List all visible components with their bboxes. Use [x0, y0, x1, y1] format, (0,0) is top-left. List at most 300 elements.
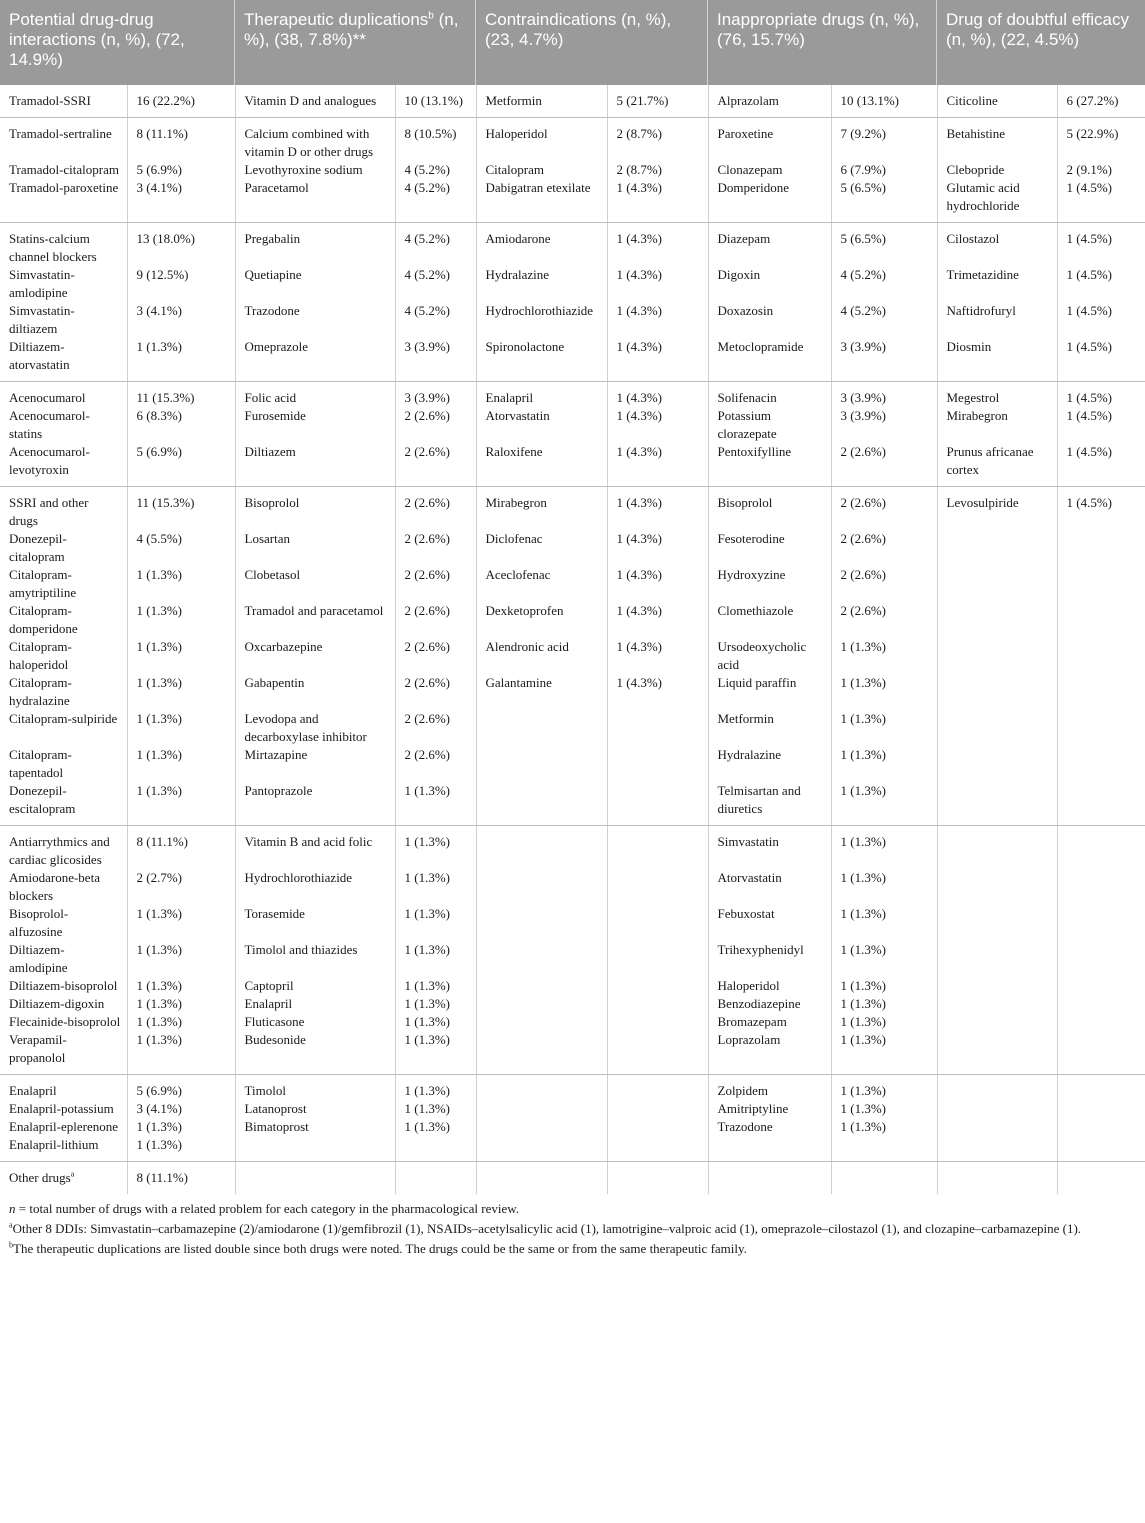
ddi-pair: Enalapril-lithium [9, 1137, 99, 1152]
contraindication-count-cell [607, 826, 708, 870]
contraindication-drug: Enalapril [485, 390, 534, 405]
table-row [0, 179, 1145, 223]
contraindication-drug-cell [476, 1118, 607, 1136]
ddi-count-cell [127, 407, 235, 443]
doubtful-count-cell [1057, 179, 1145, 223]
table-row [0, 302, 1145, 338]
footnote-b-text: The therapeutic duplications are listed double since both drugs were noted. The drugs could be the same or from the same therapeutic family. [13, 1241, 747, 1256]
doubtful-count-cell [1057, 674, 1145, 710]
inappropriate-drug: Domperidone [717, 180, 789, 195]
doubtful-drug: Megestrol [946, 390, 1000, 405]
footnotes [0, 1194, 1145, 1258]
duplication-count: 2 (2.6%) [404, 747, 450, 762]
ddi-count-cell [127, 118, 235, 162]
ddi-pair-cell [0, 941, 127, 977]
ddi-pair: Tramadol-SSRI [9, 93, 91, 108]
ddi-count: 16 (22.2%) [136, 93, 195, 108]
duplication-count-cell [395, 266, 476, 302]
contraindication-drug-cell [476, 869, 607, 905]
ddi-pair: Donezepil-citalopram [9, 531, 67, 564]
duplication-count-cell [395, 179, 476, 223]
duplication-count: 1 (1.3%) [404, 870, 450, 885]
duplication-drug: Fluticasone [244, 1014, 305, 1029]
duplication-count: 2 (2.6%) [404, 408, 450, 423]
duplication-drug: Enalapril [244, 996, 293, 1011]
inappropriate-count-cell [831, 302, 937, 338]
duplication-count: 1 (1.3%) [404, 1101, 450, 1116]
inappropriate-count-cell [831, 1100, 937, 1118]
ddi-pair: Tramadol-citalopram [9, 162, 119, 177]
inappropriate-count-cell [831, 266, 937, 302]
table-row [0, 1100, 1145, 1118]
inappropriate-drug: Febuxostat [717, 906, 775, 921]
contraindication-count-cell [607, 407, 708, 443]
contraindication-count-cell [607, 118, 708, 162]
duplication-count: 4 (5.2%) [404, 303, 450, 318]
ddi-pair: Acenocumarol-statins [9, 408, 90, 441]
contraindication-count-cell [607, 1075, 708, 1101]
table-row [0, 782, 1145, 826]
inappropriate-count-cell [831, 443, 937, 487]
duplication-count-cell [395, 746, 476, 782]
duplication-drug-cell [235, 223, 395, 267]
duplication-drug: Vitamin B and acid folic [244, 834, 373, 849]
inappropriate-count: 10 (13.1%) [840, 93, 899, 108]
ddi-pair-cell [0, 530, 127, 566]
duplication-count-cell [395, 1162, 476, 1195]
doubtful-count-cell [1057, 1013, 1145, 1031]
contraindication-drug-cell [476, 179, 607, 223]
duplication-count: 1 (1.3%) [404, 996, 450, 1011]
ddi-pair: Diltiazem-digoxin [9, 996, 105, 1011]
doubtful-count-cell [1057, 977, 1145, 995]
contraindication-drug-cell [476, 1100, 607, 1118]
ddi-count-cell [127, 1031, 235, 1075]
inappropriate-drug-cell [708, 1118, 831, 1136]
doubtful-drug-cell [937, 782, 1057, 826]
doubtful-drug: Trimetazidine [946, 267, 1019, 282]
duplication-count: 2 (2.6%) [404, 603, 450, 618]
other-drugs-sup: a [70, 1169, 75, 1179]
duplication-drug-cell [235, 1136, 395, 1162]
duplication-count: 3 (3.9%) [404, 390, 450, 405]
table-row [0, 995, 1145, 1013]
ddi-pair: Citalopram-hydralazine [9, 675, 72, 708]
duplication-drug: Gabapentin [244, 675, 305, 690]
ddi-count-cell [127, 1136, 235, 1162]
inappropriate-drug-cell [708, 566, 831, 602]
doubtful-count: 1 (4.5%) [1066, 303, 1112, 318]
ddi-count: 1 (1.3%) [136, 1137, 182, 1152]
inappropriate-drug-cell [708, 487, 831, 531]
duplication-drug-cell [235, 407, 395, 443]
contraindication-drug-cell [476, 674, 607, 710]
doubtful-drug-cell [937, 905, 1057, 941]
ddi-pair-cell [0, 223, 127, 267]
inappropriate-count-cell [831, 782, 937, 826]
inappropriate-drug: Doxazosin [717, 303, 774, 318]
contraindication-count-cell [607, 710, 708, 746]
doubtful-drug-cell [937, 710, 1057, 746]
ddi-count: 8 (11.1%) [136, 126, 189, 141]
ddi-pair-cell [0, 674, 127, 710]
ddi-count: 3 (4.1%) [136, 1101, 182, 1116]
header-sup: b [428, 10, 434, 22]
inappropriate-drug-cell [708, 266, 831, 302]
duplication-count: 10 (13.1%) [404, 93, 463, 108]
inappropriate-count: 4 (5.2%) [840, 267, 886, 282]
inappropriate-drug-cell [708, 1013, 831, 1031]
inappropriate-count: 3 (3.9%) [840, 408, 886, 423]
inappropriate-drug: Potassium clorazepate [717, 408, 777, 441]
contraindication-count: 1 (4.3%) [616, 603, 662, 618]
ddi-pair: Diltiazem-amlodipine [9, 942, 68, 975]
doubtful-count-cell [1057, 338, 1145, 382]
doubtful-count-cell [1057, 223, 1145, 267]
contraindication-count-cell [607, 602, 708, 638]
duplication-drug-cell [235, 674, 395, 710]
inappropriate-drug-cell [708, 941, 831, 977]
ddi-pair: Diltiazem-bisoprolol [9, 978, 118, 993]
ddi-count: 9 (12.5%) [136, 267, 189, 282]
ddi-count-cell [127, 85, 235, 118]
ddi-pair-cell [0, 407, 127, 443]
ddi-pair-cell [0, 179, 127, 223]
contraindication-drug: Dabigatran etexilate [485, 180, 591, 195]
ddi-count-cell [127, 941, 235, 977]
ddi-pair: Other drugs [9, 1170, 71, 1185]
contraindication-count: 1 (4.3%) [616, 567, 662, 582]
inappropriate-count: 7 (9.2%) [840, 126, 886, 141]
ddi-count: 1 (1.3%) [136, 942, 182, 957]
footnote-b [9, 1240, 1136, 1258]
duplication-count-cell [395, 869, 476, 905]
inappropriate-count-cell [831, 941, 937, 977]
table-row [0, 266, 1145, 302]
ddi-count: 11 (15.3%) [136, 390, 195, 405]
ddi-pair: Enalapril-potassium [9, 1101, 114, 1116]
doubtful-count-cell [1057, 746, 1145, 782]
ddi-pair-cell [0, 85, 127, 118]
duplication-drug-cell [235, 941, 395, 977]
duplication-count-cell [395, 782, 476, 826]
inappropriate-count: 3 (3.9%) [840, 339, 886, 354]
table-row [0, 638, 1145, 674]
duplication-count-cell [395, 530, 476, 566]
duplication-drug: Bisoprolol [244, 495, 300, 510]
inappropriate-count-cell [831, 746, 937, 782]
contraindication-drug-cell [476, 85, 607, 118]
contraindication-count-cell [607, 977, 708, 995]
ddi-pair: Tramadol-sertraline [9, 126, 112, 141]
duplication-count-cell [395, 674, 476, 710]
ddi-count-cell [127, 869, 235, 905]
doubtful-count-cell [1057, 869, 1145, 905]
inappropriate-count-cell [831, 382, 937, 408]
duplication-drug: Diltiazem [244, 444, 296, 459]
duplication-count: 2 (2.6%) [404, 444, 450, 459]
table-row [0, 905, 1145, 941]
inappropriate-count-cell [831, 638, 937, 674]
duplication-count: 4 (5.2%) [404, 231, 450, 246]
ddi-pair: Enalapril [9, 1083, 57, 1098]
inappropriate-drug-cell [708, 746, 831, 782]
contraindication-count: 2 (8.7%) [616, 126, 662, 141]
inappropriate-count: 1 (1.3%) [840, 1083, 886, 1098]
inappropriate-drug: Metformin [717, 711, 774, 726]
doubtful-drug-cell [937, 1162, 1057, 1195]
doubtful-drug: Diosmin [946, 339, 992, 354]
ddi-pair-cell [0, 1100, 127, 1118]
inappropriate-count-cell [831, 995, 937, 1013]
duplication-drug: Paracetamol [244, 180, 309, 195]
inappropriate-drug: Diazepam [717, 231, 771, 246]
ddi-pair-cell [0, 1136, 127, 1162]
duplication-drug-cell [235, 977, 395, 995]
header-ddi [0, 0, 235, 85]
ddi-pair: Acenocumarol-levotyroxin [9, 444, 90, 477]
header-duplications-counts: (n, %), (38, 7.8%)** [244, 10, 459, 49]
doubtful-count-cell [1057, 1136, 1145, 1162]
contraindication-drug-cell [476, 530, 607, 566]
inappropriate-count-cell [831, 161, 937, 179]
duplication-drug-cell [235, 85, 395, 118]
contraindication-drug-cell [476, 302, 607, 338]
ddi-count: 8 (11.1%) [136, 1170, 189, 1185]
duplication-count: 1 (1.3%) [404, 834, 450, 849]
duplication-drug-cell [235, 1075, 395, 1101]
inappropriate-drug: Paroxetine [717, 126, 774, 141]
inappropriate-count: 2 (2.6%) [840, 495, 886, 510]
ddi-count: 8 (11.1%) [136, 834, 189, 849]
footnote-a-sup: a [9, 1220, 13, 1230]
contraindication-count-cell [607, 161, 708, 179]
table-row [0, 746, 1145, 782]
doubtful-drug-cell [937, 1013, 1057, 1031]
inappropriate-drug: Hydroxyzine [717, 567, 786, 582]
ddi-pair: Tramadol-paroxetine [9, 180, 119, 195]
contraindication-drug-cell [476, 338, 607, 382]
ddi-pair: Donezepil-escitalopram [9, 783, 76, 816]
inappropriate-count-cell [831, 1162, 937, 1195]
inappropriate-drug-cell [708, 179, 831, 223]
inappropriate-count-cell [831, 710, 937, 746]
contraindication-drug: Alendronic acid [485, 639, 569, 654]
doubtful-drug: Clebopride [946, 162, 1005, 177]
ddi-count-cell [127, 266, 235, 302]
contraindication-count-cell [607, 782, 708, 826]
doubtful-drug-cell [937, 869, 1057, 905]
duplication-drug-cell [235, 118, 395, 162]
ddi-count-cell [127, 602, 235, 638]
contraindication-drug-cell [476, 782, 607, 826]
duplication-drug-cell [235, 782, 395, 826]
inappropriate-count: 5 (6.5%) [840, 180, 886, 195]
duplication-drug-cell [235, 566, 395, 602]
ddi-count-cell [127, 746, 235, 782]
table-row [0, 1013, 1145, 1031]
table-row [0, 1162, 1145, 1195]
contraindication-count-cell [607, 1100, 708, 1118]
inappropriate-drug-cell [708, 1100, 831, 1118]
duplication-count: 2 (2.6%) [404, 711, 450, 726]
doubtful-count: 1 (4.5%) [1066, 408, 1112, 423]
duplication-count-cell [395, 602, 476, 638]
inappropriate-count-cell [831, 1136, 937, 1162]
inappropriate-drug-cell [708, 1136, 831, 1162]
inappropriate-count: 1 (1.3%) [840, 747, 886, 762]
table-body [0, 85, 1145, 1194]
duplication-count: 2 (2.6%) [404, 531, 450, 546]
ddi-count: 1 (1.3%) [136, 1032, 182, 1047]
ddi-pair: Verapamil-propanolol [9, 1032, 67, 1065]
duplication-drug: Furosemide [244, 408, 306, 423]
header-ddi-text: Potential drug-drug interactions (n, %), (72, 14.9%) [9, 10, 185, 69]
inappropriate-drug-cell [708, 826, 831, 870]
duplication-drug: Pregabalin [244, 231, 301, 246]
ddi-count: 5 (6.9%) [136, 1083, 182, 1098]
duplication-drug: Clobetasol [244, 567, 301, 582]
doubtful-count: 6 (27.2%) [1066, 93, 1119, 108]
table-row [0, 85, 1145, 118]
contraindication-drug-cell [476, 941, 607, 977]
contraindication-count: 1 (4.3%) [616, 495, 662, 510]
inappropriate-count-cell [831, 118, 937, 162]
contraindication-drug-cell [476, 118, 607, 162]
contraindication-drug-cell [476, 161, 607, 179]
contraindication-drug: Galantamine [485, 675, 552, 690]
ddi-pair-cell [0, 869, 127, 905]
contraindication-count: 5 (21.7%) [616, 93, 669, 108]
inappropriate-count: 1 (1.3%) [840, 1101, 886, 1116]
header-inappropriate [708, 0, 937, 85]
table-row [0, 941, 1145, 977]
inappropriate-count: 5 (6.5%) [840, 231, 886, 246]
ddi-count: 1 (1.3%) [136, 339, 182, 354]
contraindication-count-cell [607, 905, 708, 941]
ddi-pair-cell [0, 638, 127, 674]
inappropriate-drug: Trihexyphenidyl [717, 942, 804, 957]
inappropriate-drug: Clomethiazole [717, 603, 794, 618]
inappropriate-drug: Ursodeoxycholic acid [717, 639, 807, 672]
duplication-drug-cell [235, 602, 395, 638]
contraindication-drug: Amiodarone [485, 231, 551, 246]
header-doubtful-text: Drug of doubtful efficacy (n, %), (22, 4.5%) [946, 10, 1130, 49]
contraindication-drug-cell [476, 1031, 607, 1075]
ddi-count: 13 (18.0%) [136, 231, 195, 246]
contraindication-count-cell [607, 266, 708, 302]
contraindication-count-cell [607, 302, 708, 338]
ddi-pair: SSRI and other drugs [9, 495, 89, 528]
ddi-count-cell [127, 1118, 235, 1136]
inappropriate-drug: Clonazepam [717, 162, 783, 177]
inappropriate-count: 1 (1.3%) [840, 1032, 886, 1047]
contraindication-count-cell [607, 382, 708, 408]
ddi-count: 11 (15.3%) [136, 495, 195, 510]
ddi-count: 1 (1.3%) [136, 747, 182, 762]
ddi-count-cell [127, 338, 235, 382]
contraindication-drug-cell [476, 905, 607, 941]
duplication-drug-cell [235, 1013, 395, 1031]
ddi-pair: Antiarrythmics and cardiac glicosides [9, 834, 110, 867]
header-doubtful-efficacy [937, 0, 1145, 85]
inappropriate-drug: Pentoxifylline [717, 444, 792, 459]
ddi-count-cell [127, 223, 235, 267]
doubtful-count-cell [1057, 905, 1145, 941]
table-row [0, 407, 1145, 443]
inappropriate-drug-cell [708, 443, 831, 487]
duplication-count-cell [395, 487, 476, 531]
ddi-pair: Citalopram-domperidone [9, 603, 78, 636]
doubtful-count: 5 (22.9%) [1066, 126, 1119, 141]
duplication-drug-cell [235, 1031, 395, 1075]
contraindication-drug-cell [476, 638, 607, 674]
table-row [0, 566, 1145, 602]
doubtful-count-cell [1057, 710, 1145, 746]
inappropriate-drug: Haloperidol [717, 978, 780, 993]
ddi-pair: Statins-calcium channel blockers [9, 231, 97, 264]
inappropriate-drug-cell [708, 118, 831, 162]
duplication-count-cell [395, 382, 476, 408]
doubtful-count-cell [1057, 1100, 1145, 1118]
doubtful-count-cell [1057, 995, 1145, 1013]
inappropriate-count-cell [831, 1075, 937, 1101]
contraindication-count-cell [607, 1118, 708, 1136]
duplication-count-cell [395, 118, 476, 162]
table-row [0, 487, 1145, 531]
inappropriate-count-cell [831, 1118, 937, 1136]
inappropriate-count: 2 (2.6%) [840, 567, 886, 582]
contraindication-count-cell [607, 566, 708, 602]
doubtful-drug-cell [937, 382, 1057, 408]
ddi-count-cell [127, 905, 235, 941]
table-header [0, 0, 1145, 85]
duplication-drug: Quetiapine [244, 267, 302, 282]
inappropriate-count-cell [831, 977, 937, 995]
drug-problems-table [0, 85, 1145, 1194]
inappropriate-drug-cell [708, 530, 831, 566]
duplication-drug: Mirtazapine [244, 747, 308, 762]
inappropriate-drug-cell [708, 338, 831, 382]
table-row [0, 223, 1145, 267]
inappropriate-count-cell [831, 602, 937, 638]
doubtful-drug: Levosulpiride [946, 495, 1019, 510]
doubtful-drug-cell [937, 638, 1057, 674]
contraindication-drug: Hydralazine [485, 267, 550, 282]
doubtful-drug-cell [937, 407, 1057, 443]
contraindication-count: 1 (4.3%) [616, 444, 662, 459]
ddi-pair-cell [0, 977, 127, 995]
ddi-count-cell [127, 382, 235, 408]
ddi-count-cell [127, 566, 235, 602]
contraindication-drug: Mirabegron [485, 495, 547, 510]
duplication-drug-cell [235, 266, 395, 302]
table-row [0, 602, 1145, 638]
ddi-pair: Diltiazem-atorvastatin [9, 339, 70, 372]
contraindication-drug-cell [476, 1075, 607, 1101]
contraindication-count-cell [607, 1031, 708, 1075]
contraindication-drug: Hydrochlorothiazide [485, 303, 594, 318]
ddi-pair-cell [0, 302, 127, 338]
duplication-count-cell [395, 638, 476, 674]
doubtful-drug-cell [937, 530, 1057, 566]
duplication-drug-cell [235, 638, 395, 674]
doubtful-drug: Naftidrofuryl [946, 303, 1016, 318]
inappropriate-count-cell [831, 1013, 937, 1031]
duplication-count: 4 (5.2%) [404, 180, 450, 195]
contraindication-count-cell [607, 1162, 708, 1195]
contraindication-count: 1 (4.3%) [616, 267, 662, 282]
